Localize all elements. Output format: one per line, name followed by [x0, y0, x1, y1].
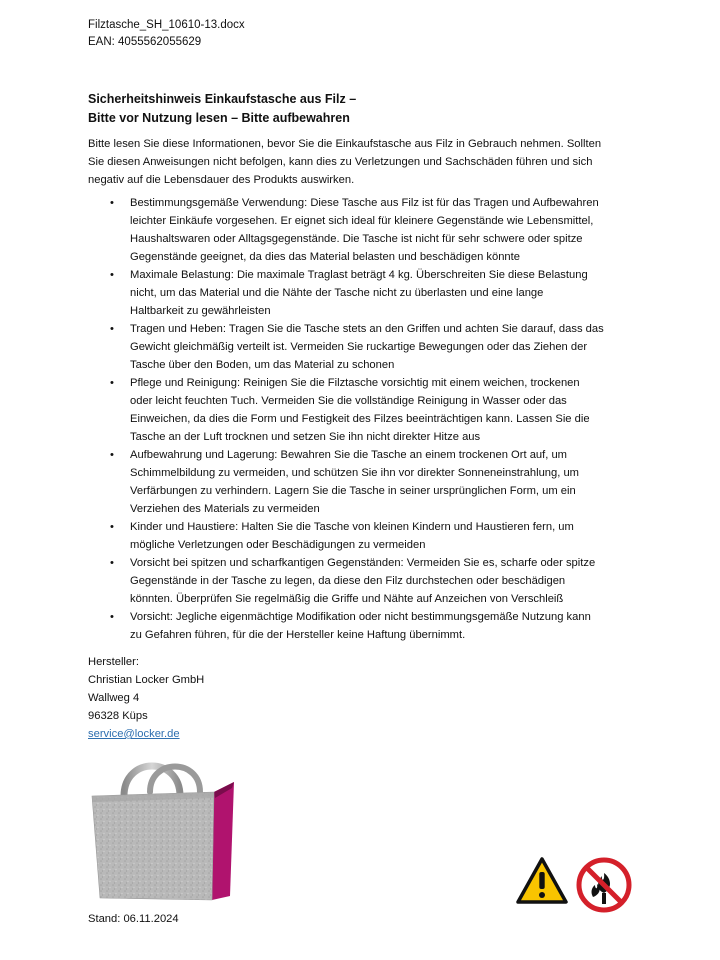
manufacturer-company: Christian Locker GmbH: [88, 674, 205, 686]
bullet-dot: •: [110, 323, 114, 335]
bullet-dot: •: [110, 521, 114, 533]
file-name: Filztasche_SH_10610-13.docx: [88, 19, 245, 31]
bullet-line: Verziehen des Materials zu vermeiden: [130, 503, 320, 515]
bullet-line: Haushaltswaren oder Alltagsgegenstände. Die Tasche ist nicht für sehr schwere oder spitze: [130, 233, 583, 245]
bullet-line: Tragen und Heben: Tragen Sie die Tasche stets an den Griffen und achten Sie darauf, dass das: [130, 323, 604, 335]
bullet-line: Gewicht gleichmäßig verteilt ist. Vermeiden Sie ruckartige Bewegungen oder das Ziehen der: [130, 341, 588, 353]
document-date: Stand: 06.11.2024: [88, 913, 179, 925]
warning-triangle-icon: [516, 857, 568, 905]
bullet-dot: •: [110, 449, 114, 461]
bullet-dot: •: [110, 269, 114, 281]
bullet-line: könnten. Überprüfen Sie regelmäßig die Griffe und Nähte auf Anzeichen von Verschleiß: [130, 593, 564, 605]
bullet-line: Gegenstände in der Tasche zu legen, da diese den Filz durchstechen oder beschädigen: [130, 575, 566, 587]
file-header: [88, 17, 245, 51]
bullet-dot: •: [110, 611, 114, 623]
title-line-2: Bitte vor Nutzung lesen – Bitte aufbewahren: [88, 111, 350, 125]
bullet-line: Gegenstände geeignet, da dies das Material belasten und beschädigen könnte: [130, 251, 520, 263]
bullet-line: Vorsicht bei spitzen und scharfkantigen Gegenständen: Vermeiden Sie es, scharfe oder spitze: [130, 557, 596, 569]
bullet-line: nicht, um das Material und die Nähte der Tasche nicht zu überlasten und eine lange: [130, 287, 544, 299]
bullet-line: Pflege und Reinigung: Reinigen Sie die Filztasche vorsichtig mit einem weichen, trockenen: [130, 377, 580, 389]
intro-line: negativ auf die Lebensdauer des Produkts auswirken.: [88, 174, 355, 186]
intro-paragraph: [88, 135, 643, 189]
bullet-dot: •: [110, 197, 114, 209]
bullet-line: oder leicht feuchten Tuch. Vermeiden Sie die vollständige Reinigung in Wasser oder das: [130, 395, 567, 407]
no-open-flame-icon: [576, 857, 632, 913]
intro-line: Bitte lesen Sie diese Informationen, bevor Sie die Einkaufstasche aus Filz in Gebrauch nehmen. Sollten: [88, 138, 602, 150]
felt-shopping-bag-image: [88, 752, 248, 902]
bullet-intended-use: [88, 194, 643, 266]
bullet-line: Aufbewahrung und Lagerung: Bewahren Sie die Tasche an einem trockenen Ort auf, um: [130, 449, 568, 461]
manufacturer-street: Wallweg 4: [88, 692, 140, 704]
bullet-line: Tasche an der Luft trocknen und setzen Sie ihn nicht direkter Hitze aus: [130, 431, 481, 443]
bullet-sharp-objects: [88, 554, 643, 608]
bullet-carrying: [88, 320, 643, 374]
bullet-line: leichter Einkäufe vorgesehen. Er eignet sich ideal für kleinere Gegenstände wie Lebensmittel,: [130, 215, 594, 227]
bullet-line: Verfärbungen zu verhindern. Lagern Sie die Tasche in seiner ursprünglichen Form, um ein: [130, 485, 576, 497]
bullet-line: Einweichen, da dies die Form und Festigkeit des Filzes beeinträchtigen kann. Lassen Sie die: [130, 413, 590, 425]
bullet-line: zu Gefahren führen, für die der Hersteller keine Haftung übernimmt.: [130, 629, 466, 641]
bullet-line: Tasche über den Boden, um das Material zu schonen: [130, 359, 395, 371]
bullet-dot: •: [110, 377, 114, 389]
bullet-dot: •: [110, 557, 114, 569]
manufacturer-email-link[interactable]: service@locker.de: [88, 728, 180, 740]
document-title: [88, 90, 648, 128]
bullet-line: Bestimmungsgemäße Verwendung: Diese Tasche aus Filz ist für das Tragen und Aufbewahren: [130, 197, 599, 209]
bullet-storage: [88, 446, 643, 518]
manufacturer-block: [88, 653, 204, 743]
manufacturer-city: 96328 Küps: [88, 710, 148, 722]
bullet-line: Vorsicht: Jegliche eigenmächtige Modifikation oder nicht bestimmungsgemäße Nutzung kann: [130, 611, 591, 623]
bullet-line: Maximale Belastung: Die maximale Traglast beträgt 4 kg. Überschreiten Sie diese Belastung: [130, 269, 588, 281]
intro-line: Sie diesen Anweisungen nicht befolgen, kann dies zu Verletzungen und Sachschäden führen und sich: [88, 156, 593, 168]
title-line-1: Sicherheitshinweis Einkaufstasche aus Filz –: [88, 92, 357, 106]
manufacturer-label: Hersteller:: [88, 656, 139, 668]
safety-bullet-list: [88, 194, 643, 644]
bullet-line: Kinder und Haustiere: Halten Sie die Tasche von kleinen Kindern und Haustieren fern, um: [130, 521, 574, 533]
bullet-modification: [88, 608, 643, 644]
bullet-line: Haltbarkeit zu gewährleisten: [130, 305, 271, 317]
bullet-children-pets: [88, 518, 643, 554]
ean-code: EAN: 4055562055629: [88, 36, 202, 48]
bullet-care: [88, 374, 643, 446]
bullet-line: mögliche Verletzungen oder Beschädigungen zu vermeiden: [130, 539, 426, 551]
bullet-max-load: [88, 266, 643, 320]
bullet-line: Schimmelbildung zu vermeiden, und schützen Sie ihn vor direkter Sonneneinstrahlung, um: [130, 467, 579, 479]
